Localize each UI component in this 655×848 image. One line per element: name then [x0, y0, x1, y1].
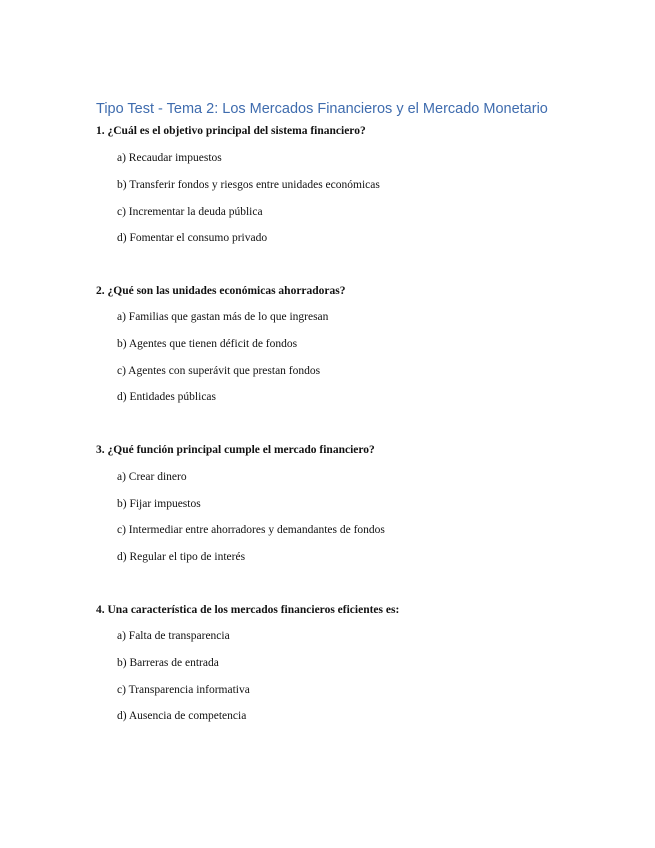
question-1 — [96, 124, 636, 244]
option-a: a) Falta de transparencia — [117, 630, 230, 642]
option-d: d) Ausencia de competencia — [117, 710, 247, 722]
option-b: b) Fijar impuestos — [117, 498, 201, 510]
question-4 — [96, 603, 636, 722]
option-a: a) Recaudar impuestos — [117, 152, 222, 164]
option-b: b) Barreras de entrada — [117, 657, 219, 669]
option-d: d) Regular el tipo de interés — [117, 551, 246, 563]
question-3 — [96, 443, 636, 563]
question-text: 1. ¿Cuál es el objetivo principal del sistema financiero? — [96, 125, 366, 137]
option-a: a) Crear dinero — [117, 471, 187, 483]
option-c: c) Incrementar la deuda pública — [117, 206, 263, 218]
option-c: c) Agentes con superávit que prestan fondos — [117, 365, 321, 377]
option-c: c) Intermediar entre ahorradores y demandantes de fondos — [117, 524, 385, 536]
document-title: Tipo Test - Tema 2: Los Mercados Financieros y el Mercado Monetario — [96, 101, 548, 117]
option-d: d) Entidades públicas — [117, 391, 217, 403]
option-a: a) Familias que gastan más de lo que ingresan — [117, 311, 329, 323]
question-text: 2. ¿Qué son las unidades económicas ahorradoras? — [96, 285, 346, 297]
option-b: b) Agentes que tienen déficit de fondos — [117, 338, 298, 350]
option-b: b) Transferir fondos y riesgos entre unidades económicas — [117, 179, 380, 191]
option-c: c) Transparencia informativa — [117, 684, 250, 696]
question-text: 3. ¿Qué función principal cumple el mercado financiero? — [96, 444, 375, 456]
option-d: d) Fomentar el consumo privado — [117, 232, 268, 244]
question-2 — [96, 284, 636, 403]
question-text: 4. Una característica de los mercados financieros eficientes es: — [96, 604, 400, 616]
